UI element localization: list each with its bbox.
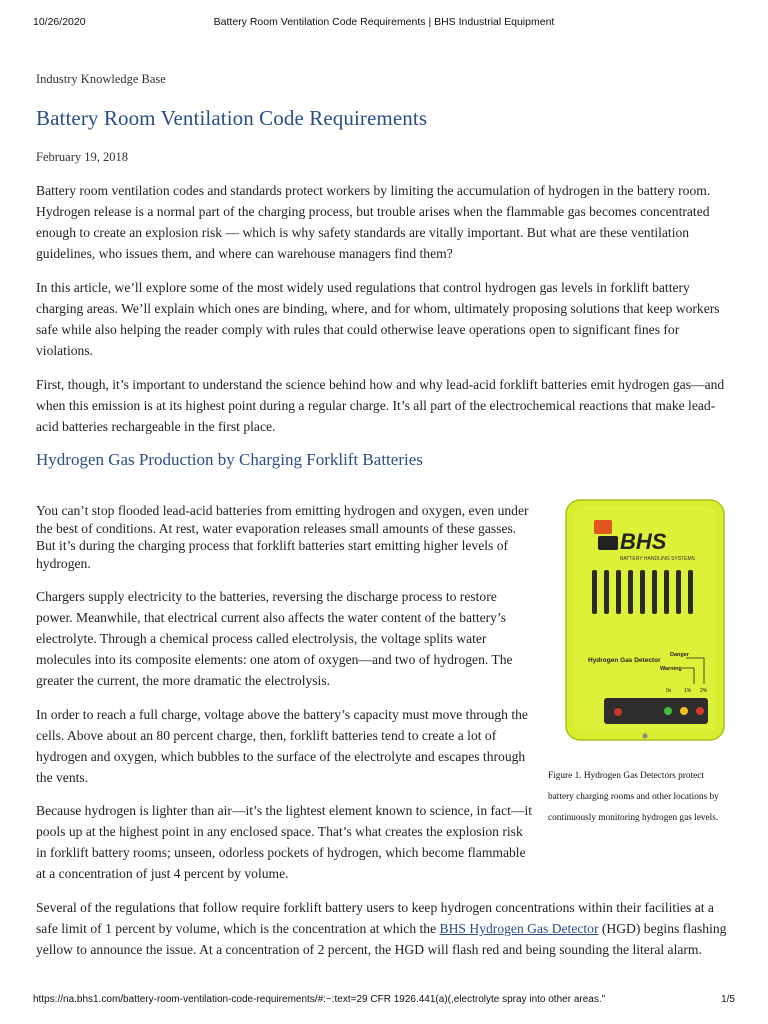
- hydrogen-gas-detector-figure: [548, 498, 730, 748]
- electrolysis-paragraph: Chargers supply electricity to the batteries, reversing the discharge process to restore power. Meanwhile, that electrical current also affects the water content of the battery’s electrolyte. Through a chemical process called electrolysis, the voltage splits water molecules into its composite elements: one atom of oxygen—and two of hydrogen. The greater the current, the more dramatic the electrolysis.: [36, 589, 513, 688]
- green-led-icon: [664, 707, 672, 715]
- warning-label: Warning: [660, 666, 682, 672]
- screw-icon: [643, 734, 648, 739]
- print-footer: [33, 994, 735, 1010]
- regulations-text-before: Several of the regulations that follow require forklift battery users to keep hydrogen concentrations within their facilities at a safe limit of 1 percent by volume, which is the concentration at which the: [36, 900, 714, 936]
- regulations-text-after: (HGD) begins flashing yellow to announce the issue. At a concentration of 2 percent, the HGD will flash red and being sounding the literal alarm.: [36, 921, 727, 957]
- hydrogen-gas-detector-image: [548, 498, 730, 748]
- level-label-2: 2%: [700, 688, 708, 694]
- logo-text: BHS: [620, 529, 667, 554]
- print-header: [33, 16, 735, 32]
- level-label-0: 0x: [666, 688, 672, 694]
- logo-subtext: BATTERY HANDLING SYSTEMS: [620, 556, 696, 562]
- regulations-paragraph: [36, 897, 730, 960]
- section-heading: Hydrogen Gas Production by Charging Forklift Batteries: [36, 450, 423, 469]
- danger-label: Danger: [670, 652, 689, 658]
- level-label-1: 1%: [684, 688, 692, 694]
- explosion-risk-paragraph: Because hydrogen is lighter than air—it’s the lightest element known to science, in fact—it pools up at the highest point in any enclosed space. That’s what creates the explosion risk in forklift battery rooms; unseen, odorless pockets of hydrogen, which become flammable at a concentration of just 4 percent by volume.: [36, 803, 533, 881]
- print-url: https://na.bhs1.com/battery-room-ventilation-code-requirements/#:~:text=29 CFR 1926.441(a)(,electrolyte spray into other areas.": [33, 994, 606, 1005]
- breadcrumb-category[interactable]: Industry Knowledge Base: [36, 72, 166, 86]
- hydrogen-gas-detector-link[interactable]: BHS Hydrogen Gas Detector: [439, 921, 599, 936]
- science-paragraph: First, though, it’s important to understand the science behind how and why lead-acid forklift batteries emit hydrogen gas—and when this emission is at its highest point during a regular charge. It’s all part of the electrochemical reactions that make lead-acid batteries rechargeable in the first place.: [36, 377, 725, 434]
- publish-date: February 19, 2018: [36, 150, 128, 164]
- overview-paragraph: In this article, we’ll explore some of the most widely used regulations that control hydrogen gas levels in forklift battery charging areas. We’ll explain which ones are binding, where, and for whom, ultimately proposing solutions that keep workers safe while also helping the reader comply with rules that could otherwise leave operations open to significant fines for violations.: [36, 280, 720, 358]
- test-button-icon: [614, 708, 622, 716]
- red-led-icon: [696, 707, 704, 715]
- print-date: 10/26/2020: [33, 16, 86, 28]
- full-charge-paragraph: In order to reach a full charge, voltage above the battery’s capacity must move through the cells. Above about an 80 percent charge, then, forklift batteries tend to create a lot of hydrogen and oxygen, which bubbles to the surface of the electrolyte and escapes through the vents.: [36, 707, 528, 785]
- page-title: Battery Room Ventilation Code Requirements: [36, 106, 428, 130]
- hydrogen-emission-paragraph: You can’t stop flooded lead-acid batteries from emitting hydrogen and oxygen, even under the best of conditions. At rest, water evaporation releases small amounts of these gasses. But it’s during the charging process that forklift batteries start emitting higher levels of hydrogen.: [36, 503, 529, 571]
- device-label: Hydrogen Gas Detector: [588, 657, 661, 664]
- yellow-led-icon: [680, 707, 688, 715]
- intro-paragraph: Battery room ventilation codes and standards protect workers by limiting the accumulation of hydrogen in the battery room. Hydrogen release is a normal part of the charging process, but trouble arises when the flammable gas becomes concentrated enough to create an explosion risk — which is why safety standards are vitally important. But what are these ventilation guidelines, who issues them, and where can warehouse managers find them?: [36, 183, 711, 261]
- print-page-title: Battery Room Ventilation Code Requirements | BHS Industrial Equipment: [213, 16, 555, 28]
- vent-slots: [592, 570, 693, 614]
- page-number: 1/5: [721, 994, 735, 1005]
- figure-caption: Figure 1. Hydrogen Gas Detectors protect battery charging rooms and other locations by continuously monitoring hydrogen gas levels.: [548, 771, 719, 823]
